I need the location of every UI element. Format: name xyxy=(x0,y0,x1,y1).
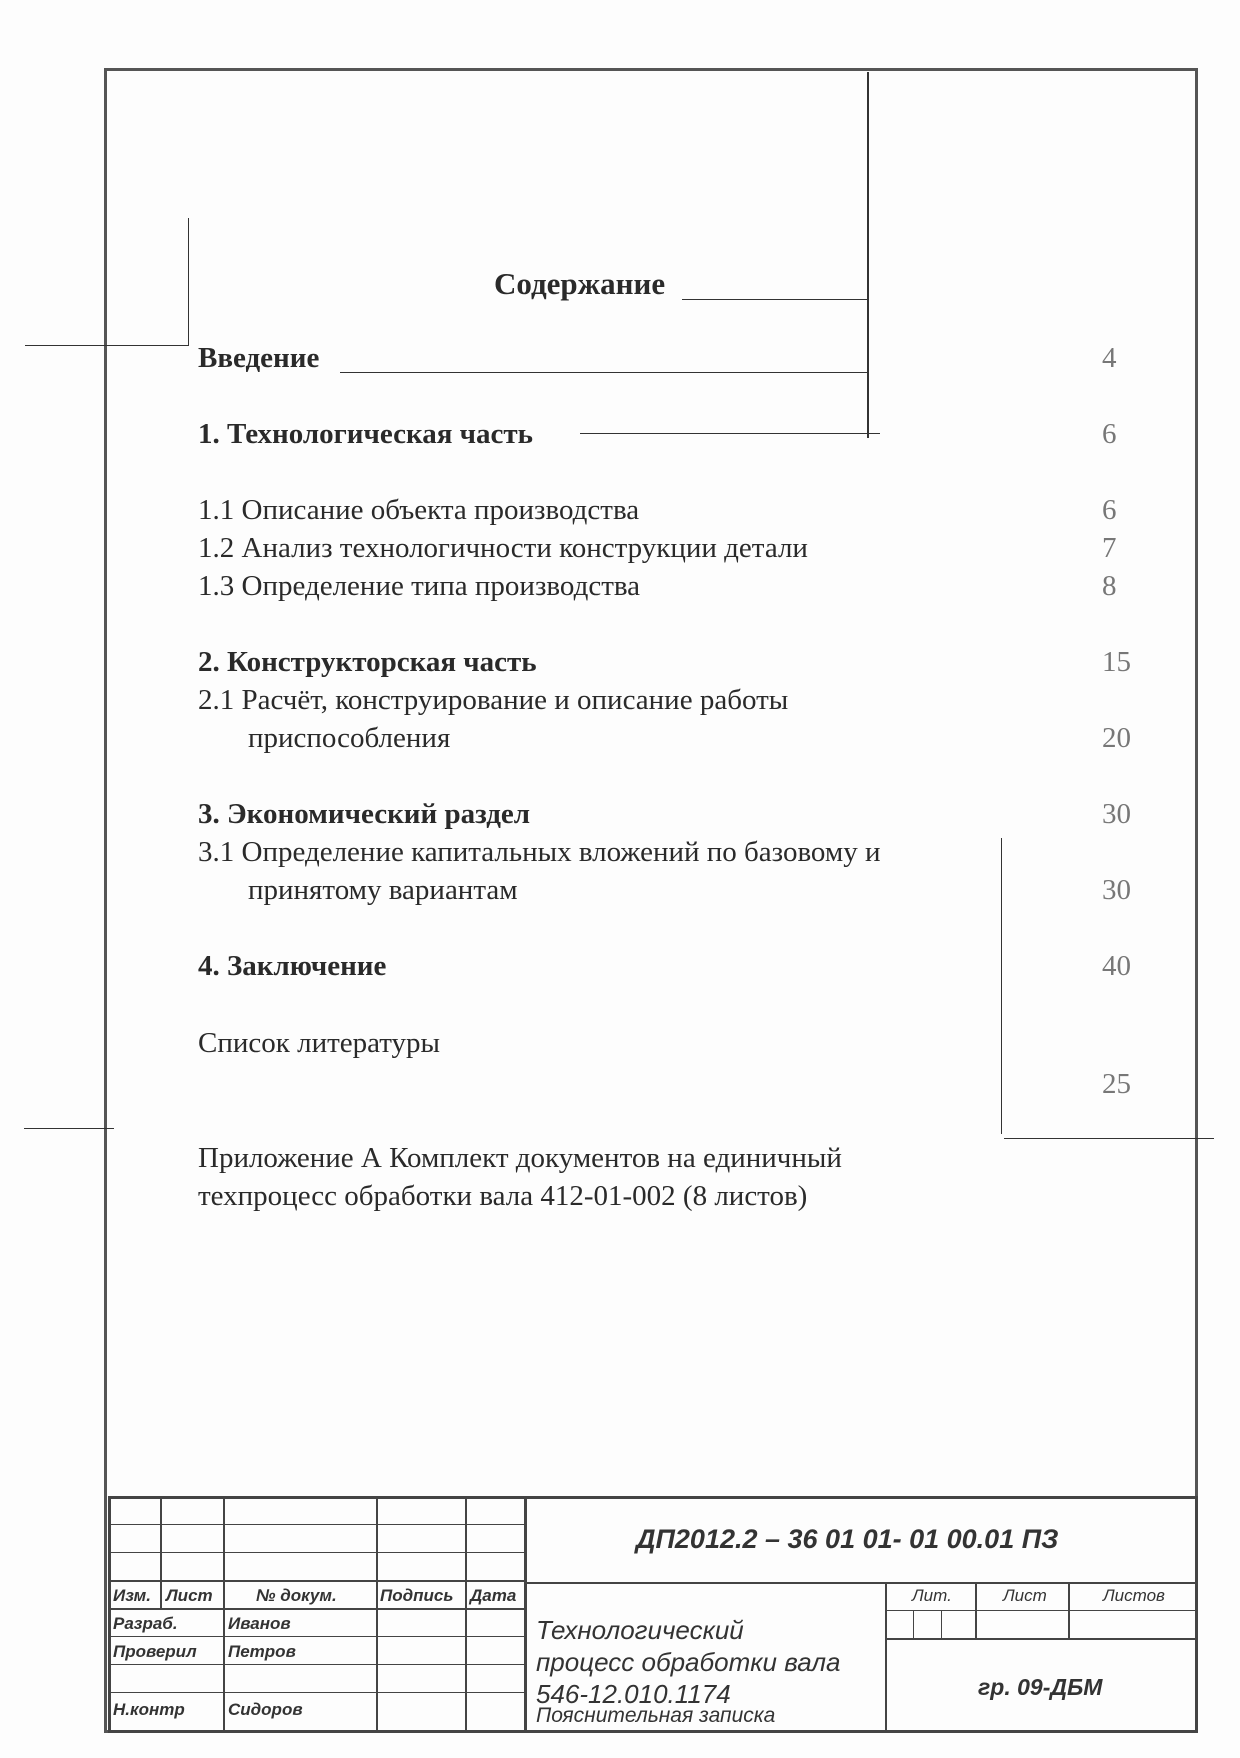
document-code: ДП2012.2 – 36 01 01- 01 00.01 ПЗ xyxy=(636,1524,1059,1554)
group-code: гр. 09-ДБМ xyxy=(978,1674,1103,1700)
dim-vertical-right xyxy=(867,72,869,438)
stamp-header-list: Лист xyxy=(166,1586,213,1605)
stamp-header-line xyxy=(108,1580,524,1582)
toc-page-1-1: 6 xyxy=(1102,494,1117,526)
stamp-lit-sub-1 xyxy=(913,1610,914,1640)
document-description-note: Пояснительная записка xyxy=(536,1704,776,1727)
toc-page-1-2: 7 xyxy=(1102,532,1117,564)
stamp-col-line-2 xyxy=(223,1496,225,1733)
stamp-lit-sub-2 xyxy=(941,1610,942,1640)
toc-entry-1-3: 1.3 Определение типа производства xyxy=(198,570,641,602)
stamp-lit-bottom-line xyxy=(885,1638,1198,1640)
toc-entry-conclusion: 4. Заключение xyxy=(198,950,387,982)
stamp-left-line xyxy=(108,1496,111,1733)
toc-entry-2-1-cont: приспособления xyxy=(248,722,451,754)
toc-entry-appendix-cont: техпроцесс обработки вала 412-01-002 (8 листов) xyxy=(198,1180,808,1212)
stamp-row-line-1 xyxy=(108,1524,524,1525)
title-block xyxy=(108,1496,1198,1733)
dim-horizontal-bottom-left xyxy=(24,1128,114,1129)
stamp-sheets-label: Листов xyxy=(1103,1586,1165,1605)
toc-page-section-2: 15 xyxy=(1102,646,1131,678)
toc-entry-1-2: 1.2 Анализ технологичности конструкции детали xyxy=(198,532,808,564)
dim-horizontal-bottom-right xyxy=(1004,1138,1214,1139)
toc-page-introduction: 4 xyxy=(1102,342,1117,374)
stamp-col-line-8 xyxy=(1068,1582,1070,1640)
stamp-col-line-6 xyxy=(885,1582,887,1733)
stamp-name-checker: Петров xyxy=(228,1642,296,1661)
document-description-line-3: 546-12.010.1174 xyxy=(536,1679,731,1709)
dim-horizontal-left xyxy=(25,345,188,346)
stamp-lit-row-line xyxy=(885,1610,1198,1611)
toc-entry-section-3: 3. Экономический раздел xyxy=(198,798,531,830)
toc-entry-1-1: 1.1 Описание объекта производства xyxy=(198,494,640,526)
toc-page-3-1: 30 xyxy=(1102,874,1131,906)
stamp-top-line xyxy=(108,1496,1198,1499)
toc-entry-2-1: 2.1 Расчёт, конструирование и описание работы xyxy=(198,684,789,716)
stamp-row-line-5 xyxy=(108,1692,524,1693)
toc-entry-appendix: Приложение А Комплект документов на единичный xyxy=(198,1142,842,1174)
document-description-line-1: Технологический xyxy=(536,1615,744,1645)
toc-entry-3-1: 3.1 Определение капитальных вложений по базовому и xyxy=(198,836,881,868)
toc-page-references: 25 xyxy=(1102,1068,1131,1100)
stamp-col-line-5 xyxy=(524,1496,527,1733)
stamp-col-line-7 xyxy=(975,1582,977,1640)
stamp-lit-label: Лит. xyxy=(912,1586,952,1605)
toc-title: Содержание xyxy=(494,266,666,301)
stamp-name-norm-control: Сидоров xyxy=(228,1700,303,1719)
stamp-right-line xyxy=(1195,1496,1198,1733)
dim-vertical-mid xyxy=(1001,838,1002,1134)
stamp-role-checker: Проверил xyxy=(113,1642,197,1661)
dim-section1-underline xyxy=(580,433,880,434)
stamp-header-doc-no: № докум. xyxy=(256,1586,337,1605)
stamp-header-sign: Подпись xyxy=(380,1586,454,1605)
stamp-name-developer: Иванов xyxy=(228,1614,291,1633)
toc-entry-section-2: 2. Конструкторская часть xyxy=(198,646,537,678)
toc-page-2-1: 20 xyxy=(1102,722,1131,754)
stamp-role-norm-control: Н.контр xyxy=(113,1700,185,1719)
toc-entry-3-1-cont: принятому вариантам xyxy=(248,874,518,906)
dim-vertical-left xyxy=(188,218,189,346)
stamp-col-line-1 xyxy=(160,1496,162,1608)
dim-title-underline xyxy=(682,299,868,300)
document-description-line-2: процесс обработки вала xyxy=(536,1647,841,1677)
dim-intro-underline xyxy=(340,372,868,373)
stamp-header-date: Дата xyxy=(470,1586,517,1605)
toc-entry-introduction: Введение xyxy=(198,342,320,374)
stamp-col-line-4 xyxy=(465,1496,467,1733)
stamp-row-line-3 xyxy=(108,1636,524,1637)
toc-page-1-3: 8 xyxy=(1102,570,1117,602)
toc-page-section-3: 30 xyxy=(1102,798,1131,830)
stamp-row-line-2 xyxy=(108,1552,524,1553)
stamp-header-izm: Изм. xyxy=(113,1586,151,1605)
toc-entry-references: Список литературы xyxy=(198,1027,441,1059)
stamp-role-developer: Разраб. xyxy=(113,1614,178,1633)
stamp-bottom-line xyxy=(108,1730,1198,1733)
stamp-code-bottom-line xyxy=(524,1582,1198,1584)
stamp-row-line-4 xyxy=(108,1664,524,1665)
stamp-sheet-label: Лист xyxy=(1003,1586,1047,1605)
toc-page-section-1: 6 xyxy=(1102,418,1117,450)
toc-entry-section-1: 1. Технологическая часть xyxy=(198,418,533,450)
toc-page-conclusion: 40 xyxy=(1102,950,1131,982)
stamp-col-line-3 xyxy=(376,1496,378,1733)
stamp-header-bottom-line xyxy=(108,1608,524,1610)
